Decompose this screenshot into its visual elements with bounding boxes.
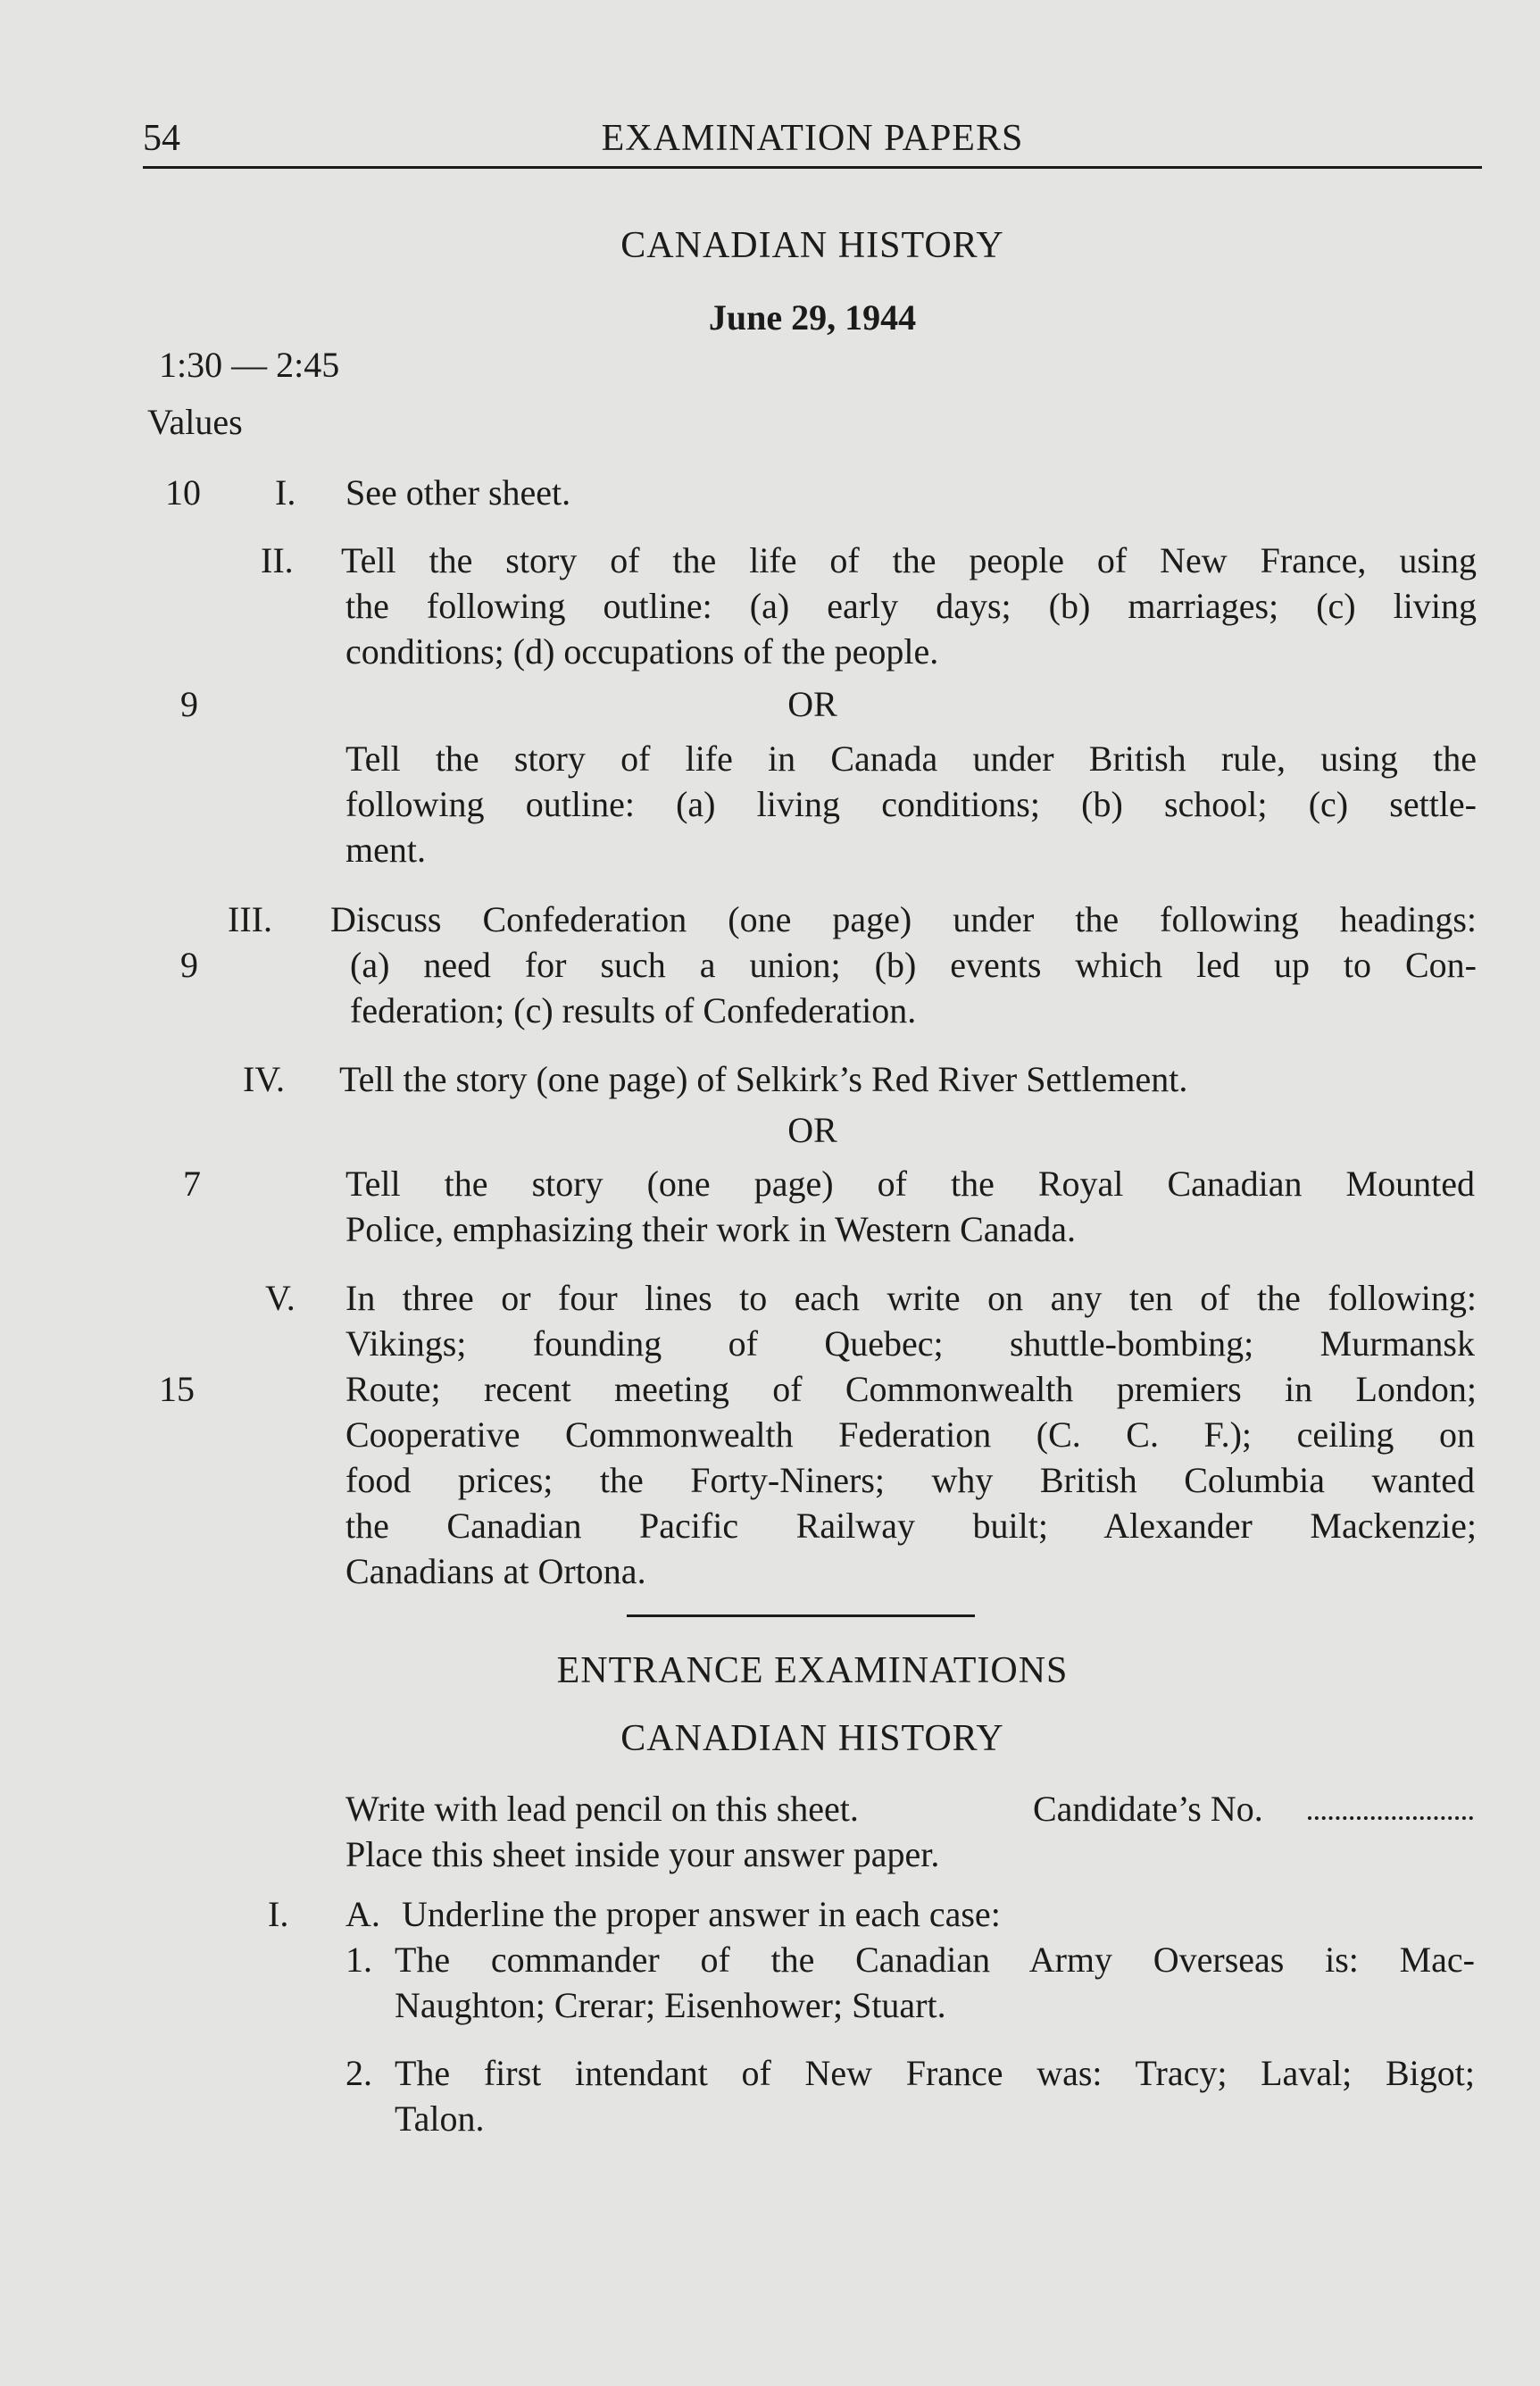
page-number: 54 — [143, 118, 180, 159]
item-2-line-1: The first intendant of New France was: Tracy; Laval; Bigot; — [395, 2053, 1475, 2093]
q5-line-7: Canadians at Ortona. — [345, 1551, 646, 1591]
q4-numeral: IV. — [243, 1059, 286, 1099]
q2-option-a-line-1: Tell the story of the life of the people of New France, using — [341, 540, 1477, 580]
paper-title: CANADIAN HISTORY — [620, 225, 1004, 266]
q3-line-2: (a) need for such a union; (b) events which led up to Con- — [350, 945, 1477, 985]
entrance-heading: ENTRANCE EXAMINATIONS — [556, 1650, 1069, 1691]
paper-date: June 29, 1944 — [708, 297, 917, 338]
item-2-number: 2. — [345, 2053, 372, 2093]
q3-numeral: III. — [228, 899, 272, 939]
q4-or-label: OR — [787, 1110, 837, 1150]
q5-line-4: Cooperative Commonwealth Federation (C. C. F.); ceiling on — [345, 1414, 1475, 1455]
q2-or-label: OR — [787, 684, 837, 724]
q2-option-b-line-3: ment. — [345, 830, 426, 870]
q4-value: 7 — [183, 1164, 201, 1204]
q2-option-a-line-3: conditions; (d) occupations of the people. — [345, 631, 939, 672]
q5-line-2: Vikings; founding of Quebec; shuttle-bombing; Murmansk — [345, 1323, 1475, 1364]
q5-line-1: In three or four lines to each write on any ten of the following: — [345, 1278, 1477, 1318]
candidate-number-dotted-line — [1308, 1816, 1473, 1820]
section-i-numeral: I. — [268, 1894, 289, 1934]
item-1-number: 1. — [345, 1940, 372, 1980]
part-a-label: A. — [345, 1894, 380, 1934]
item-2-line-2: Talon. — [395, 2098, 485, 2139]
q3-line-1: Discuss Confederation (one page) under the following headings: — [330, 899, 1477, 939]
q1-numeral: I. — [275, 472, 296, 513]
q4-option-b-line-1: Tell the story (one page) of the Royal Canadian Mounted — [345, 1164, 1475, 1204]
q3-value: 9 — [180, 945, 198, 985]
q2-numeral: II. — [261, 540, 294, 580]
q2-option-b-line-1: Tell the story of life in Canada under British rule, using the — [345, 738, 1477, 779]
q2-option-a-line-2: the following outline: (a) early days; (b) marriages; (c) living — [345, 586, 1477, 626]
q5-numeral: V. — [265, 1278, 296, 1318]
q5-value: 15 — [159, 1369, 195, 1409]
q2-value: 9 — [180, 684, 198, 724]
candidate-number-label: Candidate’s No. — [1033, 1789, 1263, 1829]
q4-option-b-line-2: Police, emphasizing their work in Western Canada. — [345, 1209, 1077, 1249]
part-a-text: Underline the proper answer in each case: — [402, 1894, 1001, 1934]
running-title: EXAMINATION PAPERS — [601, 118, 1024, 159]
q3-line-3: federation; (c) results of Confederation. — [350, 990, 917, 1030]
q5-line-3: Route; recent meeting of Commonwealth premiers in London; — [345, 1369, 1477, 1409]
instruction-line-2: Place this sheet inside your answer paper. — [345, 1834, 940, 1874]
item-1-line-1: The commander of the Canadian Army Overseas is: Mac- — [395, 1940, 1475, 1980]
q2-option-b-line-2: following outline: (a) living conditions; (b) school; (c) settle- — [345, 784, 1477, 824]
paper-time: 1:30 — 2:45 — [159, 345, 340, 385]
entrance-subheading: CANADIAN HISTORY — [620, 1718, 1004, 1759]
q4-option-a-line-1: Tell the story (one page) of Selkirk’s Red River Settlement. — [339, 1059, 1188, 1099]
q5-line-6: the Canadian Pacific Railway built; Alexander Mackenzie; — [345, 1506, 1477, 1546]
item-1-line-2: Naughton; Crerar; Eisenhower; Stuart. — [395, 1985, 946, 2025]
section-divider — [627, 1614, 975, 1617]
header-rule — [143, 166, 1482, 169]
values-label: Values — [147, 402, 243, 442]
instruction-line-1: Write with lead pencil on this sheet. — [345, 1789, 859, 1829]
q5-line-5: food prices; the Forty-Niners; why British Columbia wanted — [345, 1460, 1475, 1500]
q1-value: 10 — [165, 472, 201, 513]
q1-text: See other sheet. — [345, 472, 571, 513]
